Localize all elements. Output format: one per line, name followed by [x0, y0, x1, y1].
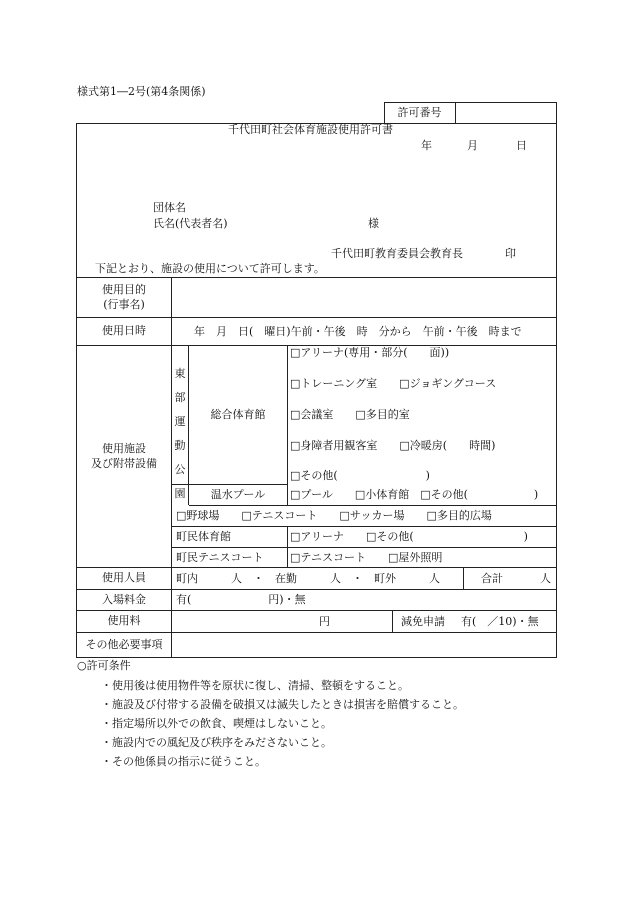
condition-item: ・使用後は使用物件等を原状に復し、清掃、整頓をすること。: [101, 679, 409, 692]
gym-option-training[interactable]: □トレーニング室 □ジョギングコース: [290, 377, 497, 390]
reduction-label: 減免申請: [401, 614, 445, 628]
town-tennis-label: 町民テニスコート: [176, 550, 264, 564]
users-total-label: 合計: [481, 571, 503, 585]
datetime-label: 使用日時: [102, 324, 146, 338]
honorific: 様: [368, 217, 379, 230]
admission-label: 入場料金: [102, 592, 146, 606]
gym-option-spectator[interactable]: □身障者用観客室 □冷暖房( 時間): [290, 439, 496, 452]
representative-name-label: 氏名(代表者名): [153, 217, 228, 230]
permit-number-label: 許可番号: [397, 105, 442, 119]
admission-field[interactable]: 有( 円)・無: [176, 593, 306, 607]
date-year: 年: [421, 139, 432, 152]
condition-item: ・その他係員の指示に従うこと。: [101, 755, 266, 768]
other-field[interactable]: [172, 633, 556, 657]
fee-label: 使用料: [107, 614, 141, 628]
condition-item: ・施設内での風紀及び秩序をみださないこと。: [101, 736, 332, 749]
gym-label: 総合体育館: [210, 407, 266, 421]
condition-item: ・施設及び付帯する設備を破損又は滅失したときは損害を賠償すること。: [101, 698, 464, 711]
date-month: 月: [467, 139, 478, 152]
town-gym-options[interactable]: □アリーナ □その他( ): [290, 530, 528, 544]
gym-option-meeting[interactable]: □会議室 □多目的室: [290, 408, 410, 421]
datetime-field[interactable]: 年 月 日( 曜日)午前・午後 時 分から 午前・午後 時まで: [194, 324, 522, 338]
condition-item: ・指定場所以外での飲食、喫煙はしないこと。: [101, 717, 332, 730]
users-total-unit: 人: [540, 571, 551, 585]
fee-unit: 円: [319, 614, 330, 628]
organization-label: 団体名: [153, 201, 186, 214]
field-options[interactable]: □野球場 □テニスコート □サッカー場 □多目的広場: [176, 509, 492, 523]
issuer: 千代田町教育委員会教育長: [331, 247, 463, 260]
date-day: 日: [516, 139, 527, 152]
east-park-label: 東 部 運 動 公 園: [174, 367, 186, 500]
users-label: 使用人員: [102, 571, 146, 585]
gym-option-arena[interactable]: □アリーナ(専用・部分( 面)): [290, 346, 450, 359]
town-tennis-options[interactable]: □テニスコート □屋外照明: [290, 550, 443, 564]
town-gym-label: 町民体育館: [176, 530, 231, 544]
permit-number-field[interactable]: [456, 103, 556, 123]
conditions-header: ○許可条件: [77, 659, 131, 672]
purpose-label: 使用目的 (行事名): [102, 282, 146, 311]
form-title: 千代田町社会体育施設使用許可書: [228, 123, 393, 136]
pool-label: 温水プール: [210, 487, 266, 501]
gym-option-other[interactable]: □その他( ): [290, 469, 430, 482]
seal-mark: 印: [505, 247, 516, 260]
users-field[interactable]: 町内 人 ・ 在勤 人 ・ 町外 人: [176, 571, 440, 585]
purpose-field[interactable]: [172, 278, 556, 317]
facilities-label: 使用施設 及び附帯設備: [91, 441, 157, 470]
pool-options[interactable]: □プール □小体育館 □その他( ): [290, 488, 539, 502]
form-number: 様式第1―2号(第4条関係): [77, 85, 206, 98]
reduction-field[interactable]: 有( ／10)・無: [461, 614, 539, 628]
permit-statement: 下記とおり、施設の使用について許可します。: [95, 262, 325, 275]
other-label: その他必要事項: [85, 637, 163, 651]
